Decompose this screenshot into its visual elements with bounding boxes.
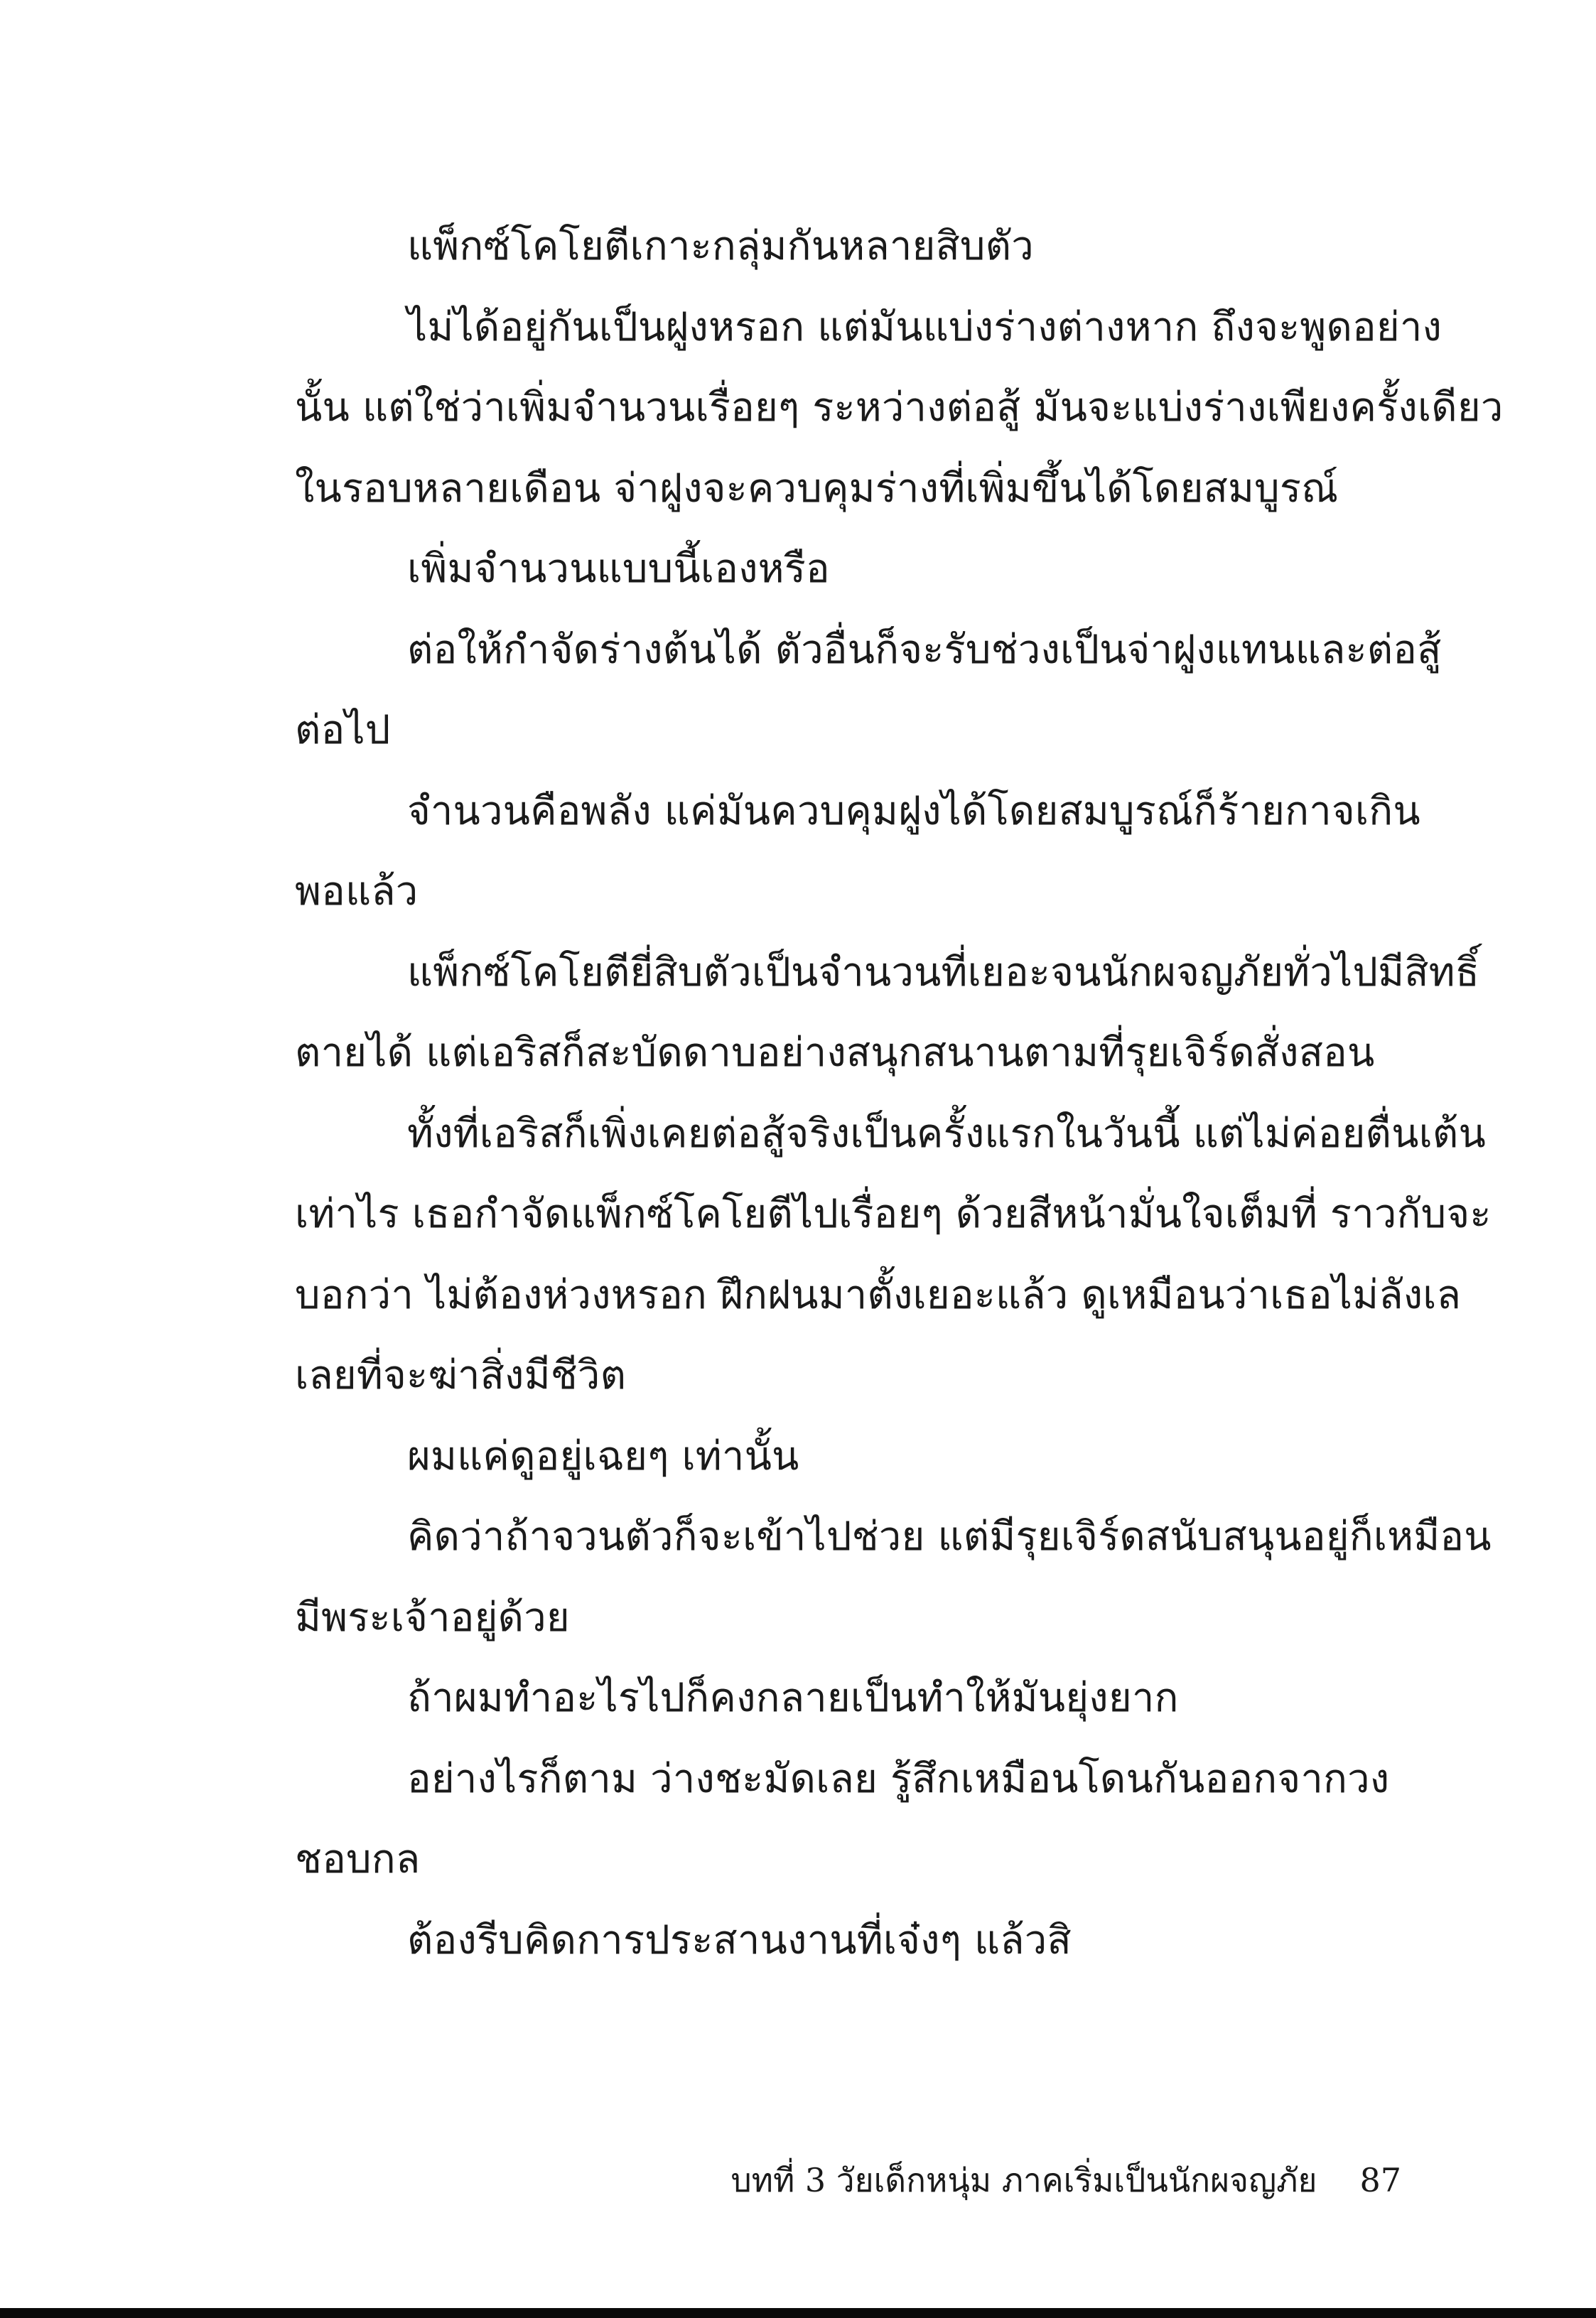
paragraph-line: แพ็กซ์โคโยตีเกาะกลุ่มกันหลายสิบตัว — [407, 223, 1034, 269]
body-text — [295, 206, 1504, 1980]
paragraph-line: เพิ่มจำนวนแบบนี้เองหรือ — [407, 546, 830, 592]
paragraph-line: อย่างไรก็ตาม ว่างชะมัดเลย รู้สึกเหมือนโดนกันออกจากวง — [407, 1755, 1390, 1802]
paragraph-line: ไม่ได้อยู่กันเป็นฝูงหรอก แต่มันแบ่งร่างต่างหาก ถึงจะพูดอย่าง — [407, 303, 1443, 350]
paragraph-line: เลยที่จะฆ่าสิ่งมีชีวิต — [295, 1352, 627, 1398]
paragraph-line: เท่าไร เธอกำจัดแพ็กซ์โคโยตีไปเรื่อยๆ ด้วยสีหน้ามั่นใจเต็มที่ ราวกับจะ — [295, 1191, 1492, 1237]
page-number: 87 — [1359, 2161, 1401, 2199]
paragraph-line: ในรอบหลายเดือน จ่าฝูงจะควบคุมร่างที่เพิ่มขึ้นได้โดยสมบูรณ์ — [295, 465, 1339, 512]
paragraph-line: ตายได้ แต่เอริสก็สะบัดดาบอย่างสนุกสนานตามที่รุยเจิร์ดสั่งสอน — [295, 1030, 1375, 1076]
paragraph-line: ทั้งที่เอริสก็เพิ่งเคยต่อสู้จริงเป็นครั้งแรกในวันนี้ แต่ไม่ค่อยตื่นเต้น — [407, 1110, 1486, 1157]
paragraph-line: ต่อให้กำจัดร่างต้นได้ ตัวอื่นก็จะรับช่วงเป็นจ่าฝูงแทนและต่อสู้ — [407, 626, 1442, 673]
paragraph-line: พอแล้ว — [295, 868, 419, 915]
paragraph-line: นั้น แต่ใช่ว่าเพิ่มจำนวนเรื่อยๆ ระหว่างต่อสู้ มันจะแบ่งร่างเพียงครั้งเดียว — [295, 384, 1504, 431]
bottom-divider — [0, 2308, 1596, 2318]
paragraph-line: คิดว่าถ้าจวนตัวก็จะเข้าไปช่วย แต่มีรุยเจิร์ดสนับสนุนอยู่ก็เหมือน — [407, 1514, 1492, 1560]
running-footer — [730, 2152, 1401, 2209]
paragraph-line: ถ้าผมทำอะไรไปก็คงกลายเป็นทำให้มันยุ่งยาก — [407, 1675, 1179, 1721]
paragraph-line: ชอบกล — [295, 1836, 421, 1882]
paragraph-line: ผมแค่ดูอยู่เฉยๆ เท่านั้น — [407, 1433, 799, 1479]
paragraph-line: ต่อไป — [295, 707, 391, 753]
paragraph-line: ต้องรีบคิดการประสานงานที่เจ๋งๆ แล้วสิ — [407, 1917, 1072, 1963]
paragraph-line: แพ็กซ์โคโยตียี่สิบตัวเป็นจำนวนที่เยอะจนนักผจญภัยทั่วไปมีสิทธิ์ — [407, 949, 1480, 996]
chapter-title: บทที่ 3 วัยเด็กหนุ่ม ภาคเริ่มเป็นนักผจญภัย — [730, 2161, 1317, 2199]
paragraph-line: บอกว่า ไม่ต้องห่วงหรอก ฝึกฝนมาตั้งเยอะแล้ว ดูเหมือนว่าเธอไม่ลังเล — [295, 1271, 1462, 1318]
paragraph-line: จำนวนคือพลัง แค่มันควบคุมฝูงได้โดยสมบูรณ์ก็ร้ายกาจเกิน — [407, 787, 1420, 834]
paragraph-line: มีพระเจ้าอยู่ด้วย — [295, 1594, 570, 1641]
